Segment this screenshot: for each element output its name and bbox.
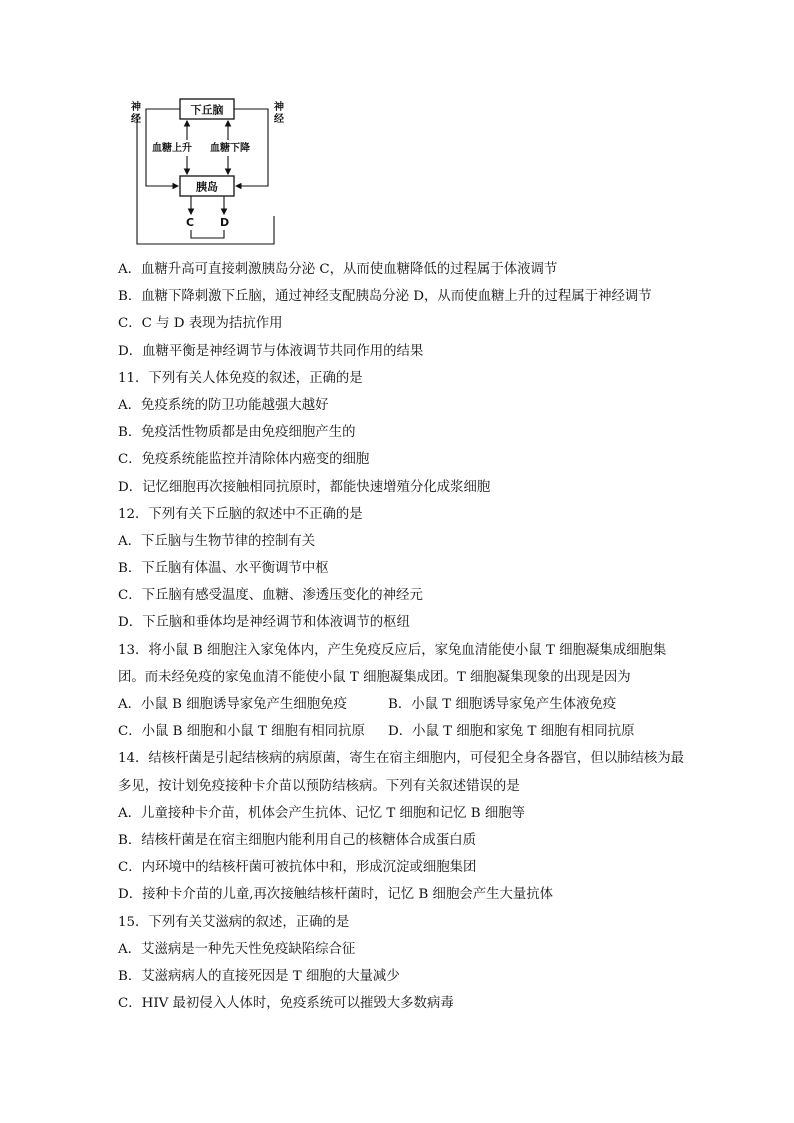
q12-option-a: A．下丘脑与生物节律的控制有关: [118, 533, 316, 549]
q13-option-a: A．小鼠 B 细胞诱导家兔产生细胞免疫: [118, 697, 347, 713]
glucose-fall-label: 血糖下降: [210, 143, 250, 154]
q13-option-b: B．小鼠 T 细胞诱导家兔产生体液免疫: [388, 697, 617, 713]
hypothalamus-islet-diagram: [128, 96, 288, 248]
q11-option-d: D．记忆细胞再次接触相同抗原时，都能快速增殖分化成浆细胞: [118, 479, 491, 495]
q12-option-b: B．下丘脑有体温、水平衡调节中枢: [118, 561, 329, 577]
c-label: C: [186, 216, 195, 229]
q15-option-a: A．艾滋病是一种先天性免疫缺陷综合征: [118, 941, 356, 957]
hypothalamus-label: 下丘脑: [190, 103, 224, 117]
q12-stem: 12．下列有关下丘脑的叙述中不正确的是: [118, 506, 363, 522]
q15-option-c: C．HIV 最初侵入人体时，免疫系统可以摧毁大多数病毒: [118, 996, 454, 1012]
q11-option-c: C．免疫系统能监控并清除体内癌变的细胞: [118, 452, 370, 468]
q14-stem: 14．结核杆菌是引起结核病的病原菌，寄生在宿主细胞内，可侵犯全身各器官，但以肺结核为最多见，按计划免疫接种卡介苗以预防结核病。下列有关叙述错误的是: [118, 751, 685, 794]
q11-option-a: A．免疫系统的防卫功能越强大越好: [118, 397, 329, 413]
q15-stem: 15．下列有关艾滋病的叙述，正确的是: [118, 914, 350, 930]
nerve-label-left-1: 神: [131, 102, 141, 113]
islet-label: 胰岛: [196, 180, 218, 194]
q14-option-d: D．接种卡介苗的儿童,再次接触结核杆菌时，记忆 B 细胞会产生大量抗体: [118, 887, 554, 903]
nerve-label-right-2: 经: [274, 114, 284, 125]
d-label: D: [220, 216, 230, 229]
inner-feedback-line: [191, 230, 224, 238]
q13-option-c: C．小鼠 B 细胞和小鼠 T 细胞有相同抗原: [118, 724, 365, 740]
q14-option-a: A．儿童接种卡介苗，机体会产生抗体、记忆 T 细胞和记忆 B 细胞等: [118, 805, 526, 821]
q12-option-c: C．下丘脑有感受温度、血糖、渗透压变化的神经元: [118, 588, 423, 604]
q13-options-row-1: [118, 691, 688, 718]
q13-options-row-2: [118, 718, 688, 745]
q15-option-b: B．艾滋病病人的直接死因是 T 细胞的大量减少: [118, 968, 400, 984]
q12-option-d: D．下丘脑和垂体均是神经调节和体液调节的枢纽: [118, 615, 410, 631]
q14-option-c: C．内环境中的结核杆菌可被抗体中和，形成沉淀或细胞集团: [118, 860, 477, 876]
q10-option-a: A．血糖升高可直接刺激胰岛分泌 C，从而使血糖降低的过程属于体液调节: [118, 262, 558, 277]
glucose-rise-label: 血糖上升: [152, 143, 192, 154]
q11-stem: 11．下列有关人体免疫的叙述，正确的是: [118, 370, 363, 386]
q10-option-c: C．C 与 D 表现为拮抗作用: [118, 316, 283, 332]
question-content: [118, 256, 688, 1017]
nerve-label-left-2: 经: [131, 114, 141, 125]
q14-option-b: B．结核杆菌是在宿主细胞内能利用自己的核糖体合成蛋白质: [118, 833, 476, 848]
q10-option-b: B．血糖下降刺激下丘脑，通过神经支配胰岛分泌 D，从而使血糖上升的过程属于神经调节: [118, 289, 652, 305]
q11-option-b: B．免疫活性物质都是由免疫细胞产生的: [118, 425, 356, 441]
q13-option-d: D．小鼠 T 细胞和家兔 T 细胞有相同抗原: [388, 724, 635, 740]
q13-stem: 13．将小鼠 B 细胞注入家兔体内，产生免疫反应后，家兔血清能使小鼠 T 细胞凝集成细胞集团。而未经免疫的家兔血清不能使小鼠 T 细胞凝集成团。T 细胞凝集现象的出现是因为: [118, 642, 667, 685]
nerve-label-right-1: 神: [274, 102, 284, 113]
q10-option-d: D．血糖平衡是神经调节与体液调节共同作用的结果: [118, 343, 424, 359]
